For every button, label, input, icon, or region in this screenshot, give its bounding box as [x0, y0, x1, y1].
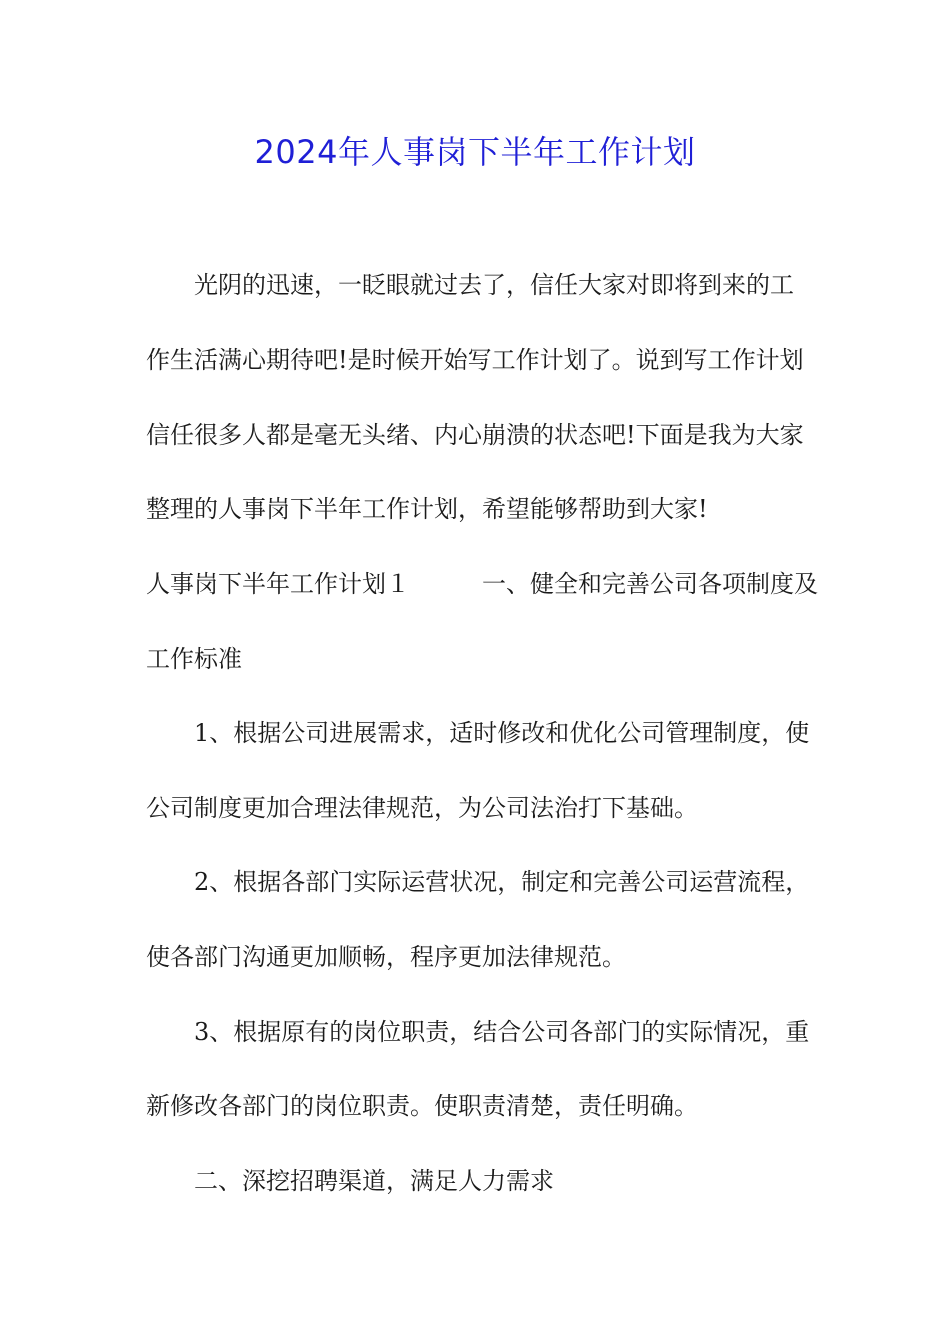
section-heading-line: 人事岗下半年工作计划１ 一、健全和完善公司各项制度及: [146, 570, 818, 598]
paragraph-line: 作生活满心期待吧!是时候开始写工作计划了。说到写工作计划: [146, 346, 804, 374]
paragraph-line: 信任很多人都是毫无头绪、内心崩溃的状态吧!下面是我为大家: [146, 421, 804, 449]
list-item-line: 公司制度更加合理法律规范，为公司法治打下基础。: [146, 794, 698, 822]
list-item-line: 新修改各部门的岗位职责。使职责清楚，责任明确。: [146, 1092, 698, 1120]
list-item-line: 使各部门沟通更加顺畅，程序更加法律规范。: [146, 943, 626, 971]
paragraph-line: 光阴的迅速，一眨眼就过去了，信任大家对即将到来的工: [146, 271, 794, 299]
section-heading-line: 工作标准: [146, 645, 242, 673]
paragraph-line: 整理的人事岗下半年工作计划，希望能够帮助到大家!: [146, 495, 708, 523]
list-item-line: 3、根据原有的岗位职责，结合公司各部门的实际情况，重: [146, 1018, 810, 1046]
list-item-line: 1、根据公司进展需求，适时修改和优化公司管理制度，使: [146, 719, 810, 747]
list-item-line: 2、根据各部门实际运营状况，制定和完善公司运营流程，: [146, 868, 810, 896]
document-title: 2024年人事岗下半年工作计划: [254, 133, 696, 171]
section-heading-line: 二、深挖招聘渠道，满足人力需求: [146, 1167, 554, 1195]
